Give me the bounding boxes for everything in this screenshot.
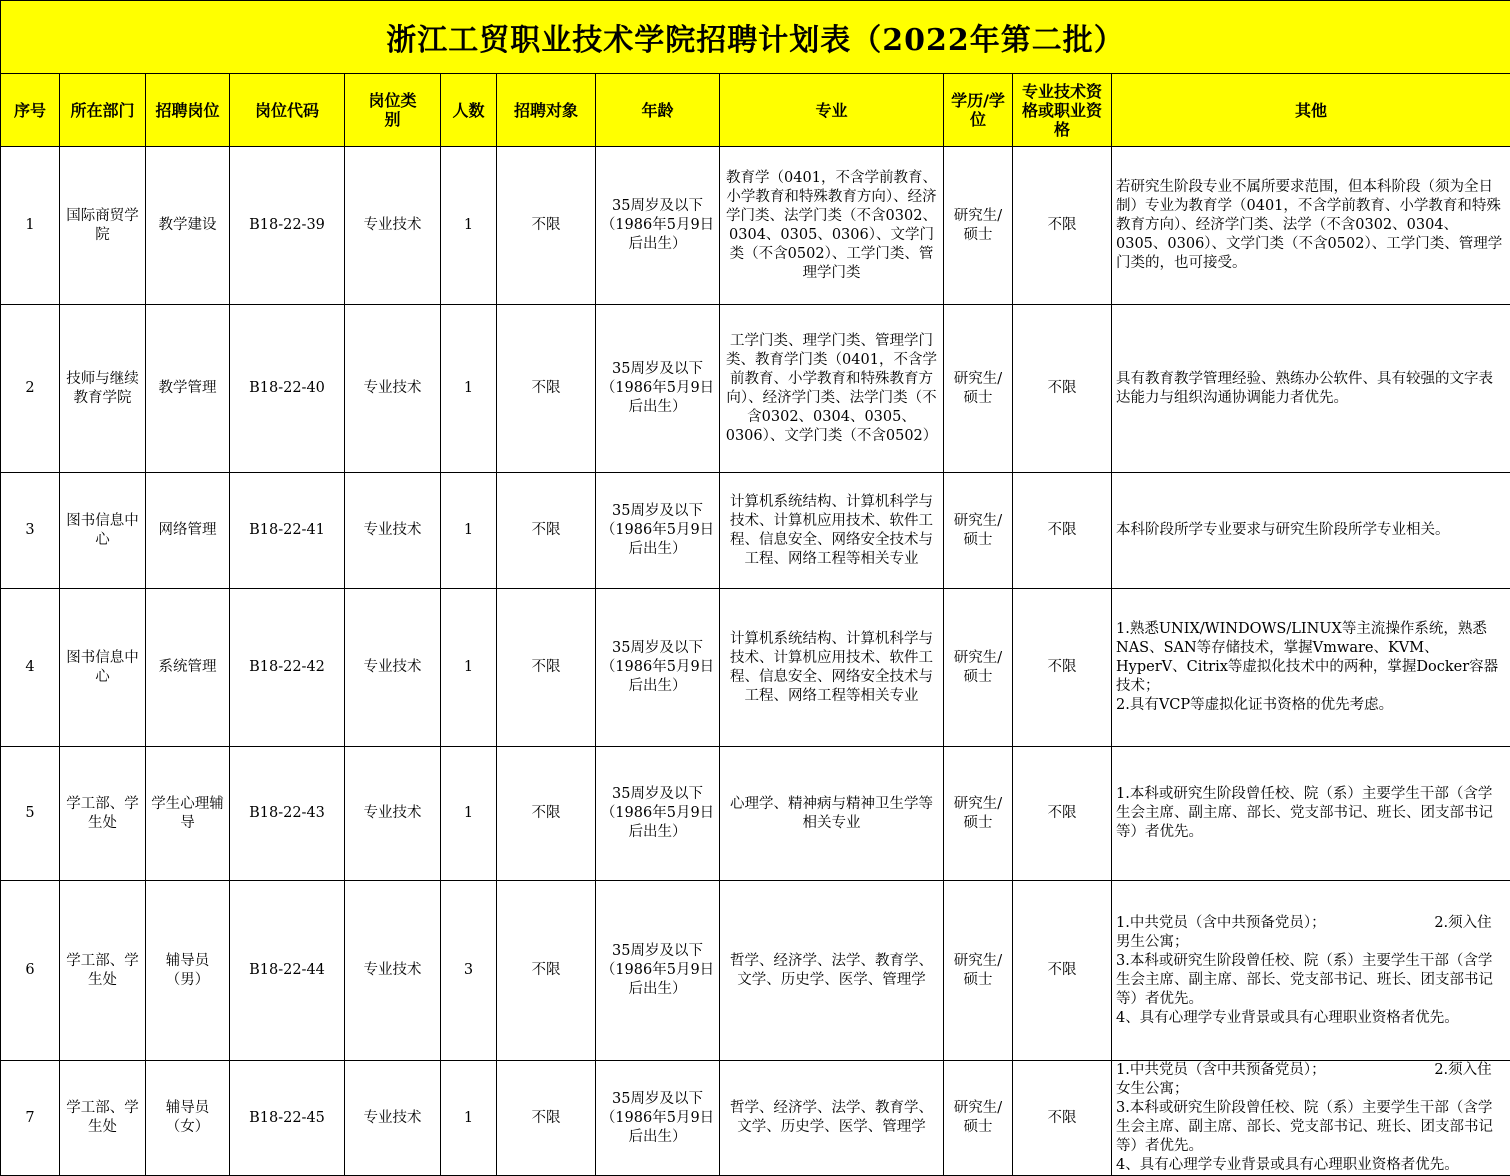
cell-qualification: 不限 bbox=[1013, 147, 1112, 305]
cell-major: 计算机系统结构、计算机科学与技术、计算机应用技术、软件工程、信息安全、网络安全技术与工程、网络工程等相关专业 bbox=[720, 473, 944, 589]
col-header-target: 招聘对象 bbox=[497, 74, 596, 147]
cell-dept: 图书信息中心 bbox=[60, 473, 146, 589]
other-line: 本科阶段所学专业要求与研究生阶段所学专业相关。 bbox=[1116, 521, 1506, 540]
other-line: 4、具有心理学专业背景或具有心理职业资格者优先。 bbox=[1116, 1009, 1506, 1028]
cell-count: 1 bbox=[441, 147, 497, 305]
cell-qualification: 不限 bbox=[1013, 305, 1112, 473]
col-header-age: 年龄 bbox=[596, 74, 720, 147]
table-title: 浙江工贸职业技术学院招聘计划表（2022年第二批） bbox=[1, 1, 1510, 74]
table-row bbox=[1, 147, 1510, 305]
cell-code: B18-22-41 bbox=[230, 473, 345, 589]
cell-degree: 研究生/硕士 bbox=[944, 1061, 1013, 1176]
cell-post: 教学建设 bbox=[146, 147, 230, 305]
cell-code: B18-22-39 bbox=[230, 147, 345, 305]
cell-code: B18-22-44 bbox=[230, 881, 345, 1061]
cell-qualification: 不限 bbox=[1013, 589, 1112, 747]
cell-major: 哲学、经济学、法学、教育学、文学、历史学、医学、管理学 bbox=[720, 881, 944, 1061]
col-header-degree: 学历/学位 bbox=[944, 74, 1013, 147]
cell-no: 4 bbox=[1, 589, 60, 747]
cell-age: 35周岁及以下（1986年5月9日后出生） bbox=[596, 1061, 720, 1176]
cell-category: 专业技术 bbox=[345, 589, 441, 747]
col-header-other: 其他 bbox=[1112, 74, 1510, 147]
table-row bbox=[1, 589, 1510, 747]
cell-major: 心理学、精神病与精神卫生学等相关专业 bbox=[720, 747, 944, 881]
col-header-code: 岗位代码 bbox=[230, 74, 345, 147]
cell-count: 1 bbox=[441, 305, 497, 473]
other-line: 4、具有心理学专业背景或具有心理职业资格者优先。 bbox=[1116, 1156, 1506, 1175]
cell-target: 不限 bbox=[497, 589, 596, 747]
cell-post: 教学管理 bbox=[146, 305, 230, 473]
cell-count: 1 bbox=[441, 589, 497, 747]
cell-other bbox=[1112, 473, 1510, 589]
cell-no: 5 bbox=[1, 747, 60, 881]
cell-count: 3 bbox=[441, 881, 497, 1061]
cell-code: B18-22-43 bbox=[230, 747, 345, 881]
cell-category: 专业技术 bbox=[345, 147, 441, 305]
cell-dept: 图书信息中心 bbox=[60, 589, 146, 747]
cell-qualification: 不限 bbox=[1013, 747, 1112, 881]
cell-qualification: 不限 bbox=[1013, 1061, 1112, 1176]
cell-age: 35周岁及以下（1986年5月9日后出生） bbox=[596, 747, 720, 881]
cell-post: 系统管理 bbox=[146, 589, 230, 747]
col-header-no: 序号 bbox=[1, 74, 60, 147]
cell-code: B18-22-45 bbox=[230, 1061, 345, 1176]
col-header-post: 招聘岗位 bbox=[146, 74, 230, 147]
cell-dept: 技师与继续教育学院 bbox=[60, 305, 146, 473]
cell-count: 1 bbox=[441, 1061, 497, 1176]
cell-dept: 学工部、学生处 bbox=[60, 1061, 146, 1176]
cell-target: 不限 bbox=[497, 881, 596, 1061]
other-line: 1.中共党员（含中共预备党员）； 2.须入住女生公寓； bbox=[1116, 1061, 1506, 1099]
cell-dept: 学工部、学生处 bbox=[60, 881, 146, 1061]
other-line: 3.本科或研究生阶段曾任校、院（系）主要学生干部（含学生会主席、副主席、部长、党支部书记、班长、团支部书记等）者优先。 bbox=[1116, 1099, 1506, 1156]
other-line: 1.本科或研究生阶段曾任校、院（系）主要学生干部（含学生会主席、副主席、部长、党支部书记、班长、团支部书记等）者优先。 bbox=[1116, 785, 1506, 842]
cell-major: 教育学（0401，不含学前教育、小学教育和特殊教育方向）、经济学门类、法学门类（不含0302、0304、0305、0306）、文学门类（不含0502）、工学门类、管理学门类 bbox=[720, 147, 944, 305]
cell-target: 不限 bbox=[497, 1061, 596, 1176]
cell-category: 专业技术 bbox=[345, 747, 441, 881]
cell-post: 学生心理辅导 bbox=[146, 747, 230, 881]
cell-other bbox=[1112, 147, 1510, 305]
cell-no: 2 bbox=[1, 305, 60, 473]
other-line: 若研究生阶段专业不属所要求范围，但本科阶段（须为全日制）专业为教育学（0401，不含学前教育、小学教育和特殊教育方向）、经济学门类、法学（不含0302、0304、0305、0306）、文学门类（不含0502）、工学门类、管理学门类的，也可接受。 bbox=[1116, 178, 1506, 273]
cell-other bbox=[1112, 747, 1510, 881]
other-line: 1.熟悉UNIX/WINDOWS/LINUX等主流操作系统，熟悉NAS、SAN等存储技术，掌握Vmware、KVM、HyperV、Citrix等虚拟化技术中的两种，掌握Docker容器技术； bbox=[1116, 620, 1506, 696]
cell-other bbox=[1112, 881, 1510, 1061]
other-line: 3.本科或研究生阶段曾任校、院（系）主要学生干部（含学生会主席、副主席、部长、党支部书记、班长、团支部书记等）者优先。 bbox=[1116, 952, 1506, 1009]
cell-major: 计算机系统结构、计算机科学与技术、计算机应用技术、软件工程、信息安全、网络安全技术与工程、网络工程等相关专业 bbox=[720, 589, 944, 747]
cell-post: 辅导员（男） bbox=[146, 881, 230, 1061]
cell-degree: 研究生/硕士 bbox=[944, 473, 1013, 589]
cell-count: 1 bbox=[441, 473, 497, 589]
cell-target: 不限 bbox=[497, 305, 596, 473]
cell-degree: 研究生/硕士 bbox=[944, 589, 1013, 747]
col-header-dept: 所在部门 bbox=[60, 74, 146, 147]
cell-post: 网络管理 bbox=[146, 473, 230, 589]
other-line: 2.具有VCP等虚拟化证书资格的优先考虑。 bbox=[1116, 696, 1506, 715]
cell-other bbox=[1112, 1061, 1510, 1176]
cell-no: 3 bbox=[1, 473, 60, 589]
cell-age: 35周岁及以下（1986年5月9日后出生） bbox=[596, 147, 720, 305]
cell-category: 专业技术 bbox=[345, 1061, 441, 1176]
cell-age: 35周岁及以下（1986年5月9日后出生） bbox=[596, 473, 720, 589]
col-header-qualification: 专业技术资格或职业资格 bbox=[1013, 74, 1112, 147]
table-row bbox=[1, 305, 1510, 473]
cell-degree: 研究生/硕士 bbox=[944, 881, 1013, 1061]
cell-target: 不限 bbox=[497, 147, 596, 305]
cell-no: 1 bbox=[1, 147, 60, 305]
cell-code: B18-22-40 bbox=[230, 305, 345, 473]
cell-target: 不限 bbox=[497, 747, 596, 881]
cell-other bbox=[1112, 305, 1510, 473]
col-header-count: 人数 bbox=[441, 74, 497, 147]
table-row bbox=[1, 747, 1510, 881]
other-line: 具有教育教学管理经验、熟练办公软件、具有较强的文字表达能力与组织沟通协调能力者优先。 bbox=[1116, 370, 1506, 408]
cell-age: 35周岁及以下（1986年5月9日后出生） bbox=[596, 305, 720, 473]
other-line: 1.中共党员（含中共预备党员）； 2.须入住男生公寓； bbox=[1116, 914, 1506, 952]
cell-no: 6 bbox=[1, 881, 60, 1061]
table-row bbox=[1, 473, 1510, 589]
cell-category: 专业技术 bbox=[345, 305, 441, 473]
cell-post: 辅导员（女） bbox=[146, 1061, 230, 1176]
cell-degree: 研究生/硕士 bbox=[944, 147, 1013, 305]
cell-dept: 国际商贸学院 bbox=[60, 147, 146, 305]
cell-qualification: 不限 bbox=[1013, 881, 1112, 1061]
cell-major: 工学门类、理学门类、管理学门类、教育学门类（0401，不含学前教育、小学教育和特殊教育方向）、经济学门类、法学门类（不含0302、0304、0305、0306）、文学门类（不含0502） bbox=[720, 305, 944, 473]
cell-category: 专业技术 bbox=[345, 473, 441, 589]
cell-degree: 研究生/硕士 bbox=[944, 747, 1013, 881]
cell-qualification: 不限 bbox=[1013, 473, 1112, 589]
cell-degree: 研究生/硕士 bbox=[944, 305, 1013, 473]
cell-other bbox=[1112, 589, 1510, 747]
cell-major: 哲学、经济学、法学、教育学、文学、历史学、医学、管理学 bbox=[720, 1061, 944, 1176]
cell-dept: 学工部、学生处 bbox=[60, 747, 146, 881]
cell-no: 7 bbox=[1, 1061, 60, 1176]
table-row bbox=[1, 881, 1510, 1061]
cell-category: 专业技术 bbox=[345, 881, 441, 1061]
cell-age: 35周岁及以下（1986年5月9日后出生） bbox=[596, 589, 720, 747]
col-header-category: 岗位类别 bbox=[345, 74, 441, 147]
cell-target: 不限 bbox=[497, 473, 596, 589]
table-row bbox=[1, 1061, 1510, 1176]
cell-count: 1 bbox=[441, 747, 497, 881]
col-header-major: 专业 bbox=[720, 74, 944, 147]
cell-age: 35周岁及以下（1986年5月9日后出生） bbox=[596, 881, 720, 1061]
cell-code: B18-22-42 bbox=[230, 589, 345, 747]
